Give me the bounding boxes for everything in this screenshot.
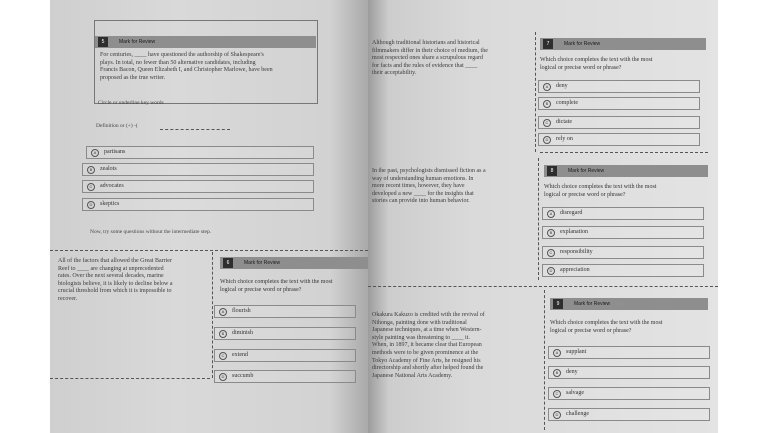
mark-for-review-button[interactable]: Mark for Review xyxy=(119,39,156,45)
passage-line: All of the factors that allowed the Great Barrier xyxy=(58,258,172,264)
choice-letter: D xyxy=(553,411,561,419)
passage-line: Francis Bacon, Queen Elizabeth I, and Christopher Marlowe, have been xyxy=(100,67,273,74)
question-8-prompt xyxy=(544,184,714,200)
passage-line: style painting was threatening to ____ it. xyxy=(372,334,470,341)
choice-text: responsibility xyxy=(560,249,593,255)
choice-text: complete xyxy=(556,100,578,106)
passage-line: In the past, psychologists dismissed fiction as a xyxy=(372,168,486,174)
choice-letter: A xyxy=(553,349,561,357)
choice-b[interactable] xyxy=(548,366,710,379)
divider xyxy=(50,378,210,379)
passage-line: more recent times, however, they have xyxy=(372,183,465,190)
passage-line: most respected ones share a scrupulous regard xyxy=(372,55,483,62)
prompt-line: Which choice completes the text with the most xyxy=(550,320,663,326)
divider xyxy=(50,250,368,251)
passage-line: for facts and the rules of evidence that ____ xyxy=(372,62,478,69)
choice-letter: A xyxy=(219,308,227,316)
choice-letter: C xyxy=(547,249,555,257)
choice-text: diminish xyxy=(232,330,254,336)
prompt-line: logical or precise word or phrase? xyxy=(544,191,626,198)
choice-text: succumb xyxy=(232,373,254,379)
choice-letter: C xyxy=(87,183,95,191)
question-7-header xyxy=(540,38,706,50)
choice-a[interactable] xyxy=(538,80,700,93)
question-5-header xyxy=(95,36,316,48)
passage-line: proposed as the true writer. xyxy=(100,74,166,81)
left-page xyxy=(50,0,368,433)
choice-letter: C xyxy=(553,390,561,398)
choice-a[interactable] xyxy=(542,207,704,220)
prompt-line: Which choice completes the text with the most xyxy=(220,279,333,285)
question-number: 9 xyxy=(553,299,563,309)
choice-text: supplant xyxy=(566,349,587,355)
choice-letter: B xyxy=(219,330,227,338)
choice-text: explanation xyxy=(560,229,588,235)
definition-blank-line xyxy=(160,129,230,130)
choice-text: flourish xyxy=(232,308,251,314)
question-5-passage xyxy=(100,52,314,82)
choice-text: zealots xyxy=(100,166,117,172)
question-8-passage xyxy=(372,168,532,206)
passage-line: Japanese National Arts Academy. xyxy=(372,372,453,379)
choice-text: challenge xyxy=(566,411,589,417)
choice-letter: B xyxy=(87,166,95,174)
choice-d[interactable] xyxy=(214,370,356,383)
passage-line: filmmakers differ in their choice of medium, the xyxy=(372,47,488,54)
choice-text: salvage xyxy=(566,390,584,396)
choice-d[interactable] xyxy=(82,198,314,211)
choice-letter: D xyxy=(87,201,95,209)
question-6-prompt xyxy=(220,279,370,295)
choice-letter: C xyxy=(543,119,551,127)
prompt-line: logical or precise word or phrase? xyxy=(220,286,302,293)
passage-line: Reef to ____ are changing at unprecedented xyxy=(58,265,164,272)
choice-text: deny xyxy=(566,369,578,375)
book-spread xyxy=(50,0,718,433)
question-number: 8 xyxy=(547,166,557,176)
choice-letter: B xyxy=(553,369,561,377)
question-9-prompt xyxy=(550,320,716,336)
mark-for-review-button[interactable]: Mark for Review xyxy=(564,41,601,47)
passage-line: Although traditional historians and historical xyxy=(372,40,480,46)
passage-line: biologists believe, it is likely to decline below a xyxy=(58,280,173,287)
column-divider xyxy=(535,32,536,152)
passage-line: Japanese techniques, at a time when Western- xyxy=(372,327,482,334)
choice-b[interactable] xyxy=(82,163,314,176)
choice-text: dictate xyxy=(556,119,572,125)
choice-a[interactable] xyxy=(548,346,710,359)
definition-label: Definition or (+) -( xyxy=(96,123,138,129)
mark-for-review-button[interactable]: Mark for Review xyxy=(574,301,611,307)
question-6-passage xyxy=(58,258,208,304)
passage-line: developed a new ____ for the insights that xyxy=(372,190,474,197)
divider xyxy=(540,152,708,153)
prompt-line: Which choice completes the text with the most xyxy=(540,57,653,63)
question-6-header xyxy=(220,257,368,269)
passage-line: methods were to be given prominence at the xyxy=(372,349,479,356)
right-page xyxy=(368,0,718,433)
mark-for-review-button[interactable]: Mark for Review xyxy=(244,260,281,266)
question-7-prompt xyxy=(540,57,710,73)
passage-line: way of understanding human emotions. In xyxy=(372,175,474,182)
passage-line: stories can provide into human behavior. xyxy=(372,198,470,205)
choice-letter: A xyxy=(543,83,551,91)
passage-line: their acceptability. xyxy=(372,70,417,77)
choice-text: extend xyxy=(232,352,248,358)
choice-letter: D xyxy=(219,373,227,381)
choice-a[interactable] xyxy=(214,305,356,318)
question-9-passage xyxy=(372,312,542,380)
divider xyxy=(368,286,718,287)
question-number: 6 xyxy=(223,258,233,268)
choice-d[interactable] xyxy=(548,408,710,421)
mark-for-review-button[interactable]: Mark for Review xyxy=(568,168,605,174)
passage-line: Okakura Kakuzo is credited with the revival of xyxy=(372,312,485,318)
question-7-passage xyxy=(372,40,532,78)
passage-line: rates. Over the next several decades, marine xyxy=(58,273,164,280)
passage-line: When, in 1897, it became clear that European xyxy=(372,342,482,349)
question-8-header xyxy=(544,165,708,177)
prompt-line: logical or precise word or phrase? xyxy=(550,327,632,334)
choice-text: disregard xyxy=(560,210,583,216)
choice-b[interactable] xyxy=(538,97,700,110)
choice-letter: D xyxy=(547,267,555,275)
circle-keywords-note: Circle or underline key words xyxy=(98,100,164,106)
column-divider xyxy=(538,158,539,280)
question-number: 7 xyxy=(543,39,553,49)
choice-c[interactable] xyxy=(548,387,710,400)
passage-line: plays. In total, no fewer than 50 alternative candidates, including xyxy=(100,59,256,66)
question-5 xyxy=(50,0,368,160)
choice-text: skeptics xyxy=(100,201,120,207)
passage-line: recover. xyxy=(58,295,78,302)
choice-d[interactable] xyxy=(538,133,700,146)
choice-letter: A xyxy=(547,210,555,218)
choice-a[interactable] xyxy=(86,146,314,159)
question-number: 5 xyxy=(98,37,108,47)
choice-c[interactable] xyxy=(214,349,356,362)
choice-text: advocates xyxy=(100,183,124,189)
choice-text: deny xyxy=(556,83,568,89)
choice-letter: B xyxy=(547,229,555,237)
prompt-line: Which choice completes the text with the most xyxy=(544,184,657,190)
passage-line: Nihonga, painting done with traditional xyxy=(372,319,467,326)
passage-line: directorship and shortly after helped found the xyxy=(372,365,484,372)
question-9-header xyxy=(550,298,708,310)
choice-letter: A xyxy=(91,149,99,157)
choice-d[interactable] xyxy=(542,264,704,277)
choice-c[interactable] xyxy=(82,180,314,193)
choice-letter: B xyxy=(543,100,551,108)
prompt-line: logical or precise word or phrase? xyxy=(540,64,622,71)
choice-c[interactable] xyxy=(538,116,700,129)
instruction-note: Now, try some questions without the intermediate step. xyxy=(90,229,212,235)
passage-line: For centuries, ____ have questioned the authorship of Shakespeare's xyxy=(100,52,264,58)
choice-letter: C xyxy=(219,352,227,360)
choice-letter: D xyxy=(543,136,551,144)
choice-b[interactable] xyxy=(542,226,704,239)
choice-text: appreciation xyxy=(560,267,590,273)
column-divider xyxy=(544,290,545,430)
choice-text: partisans xyxy=(104,149,126,155)
choice-c[interactable] xyxy=(542,246,704,259)
column-divider xyxy=(212,252,213,378)
passage-line: Tokyo Academy of Fine Arts, he resigned his xyxy=(372,357,481,364)
passage-line: crucial threshold from which it is impossible to xyxy=(58,288,172,295)
choice-text: rely on xyxy=(556,136,573,142)
choice-b[interactable] xyxy=(214,327,356,340)
